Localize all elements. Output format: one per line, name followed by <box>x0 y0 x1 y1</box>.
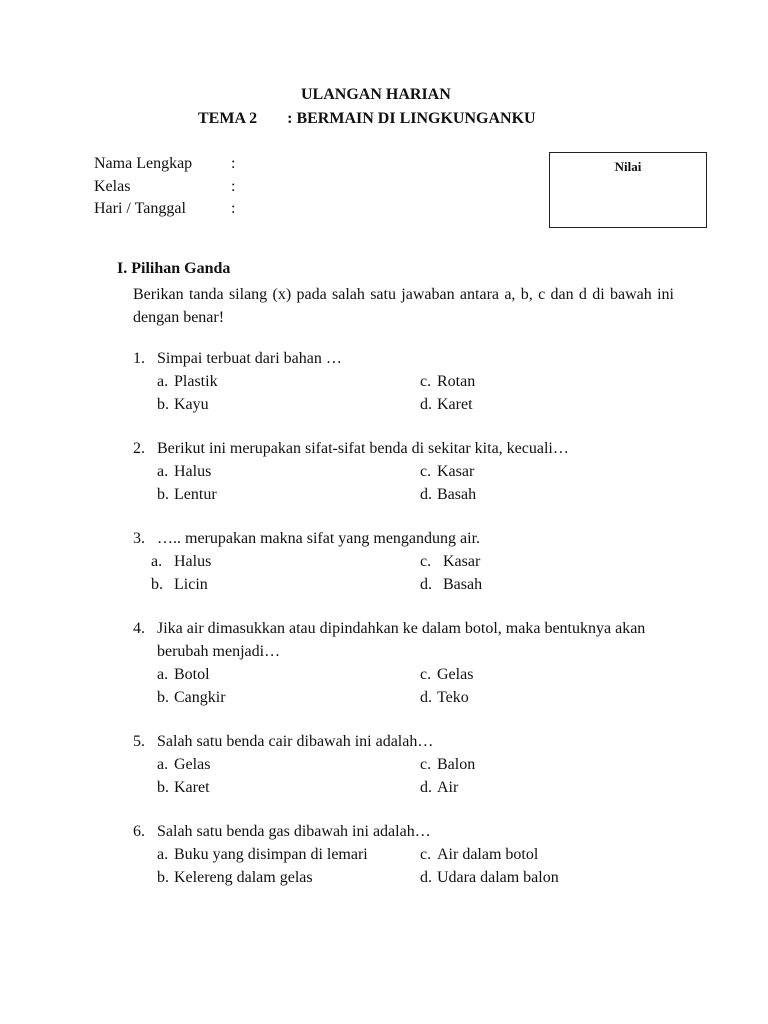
option-text: Lentur <box>174 486 217 503</box>
question-text: Salah satu benda cair dibawah ini adalah… <box>157 733 434 750</box>
question-2 <box>133 437 693 506</box>
question-3 <box>133 527 693 596</box>
option-text: Gelas <box>437 666 474 683</box>
option-letter: b. <box>157 689 169 706</box>
option-letter: b. <box>157 396 169 413</box>
answer-option-d <box>420 866 683 889</box>
answer-option-c <box>420 550 683 573</box>
option-letter: d. <box>420 576 432 593</box>
answer-option-b <box>157 483 420 506</box>
question-text: Salah satu benda gas dibawah ini adalah… <box>157 823 431 840</box>
identity-label: Hari / Tanggal <box>94 200 186 217</box>
answer-option-a <box>157 753 420 776</box>
answer-option-d <box>420 573 683 596</box>
option-letter: a. <box>157 756 169 773</box>
question-number: 4. <box>133 620 145 637</box>
identity-row-class <box>94 178 235 196</box>
page-title: ULANGAN HARIAN <box>301 86 451 103</box>
option-text: Kelereng dalam gelas <box>174 869 313 886</box>
question-text: Simpai terbuat dari bahan … <box>157 350 342 367</box>
option-text: Balon <box>437 756 476 773</box>
answer-option-d <box>420 686 683 709</box>
answer-option-c <box>420 460 683 483</box>
option-letter: c. <box>420 666 432 683</box>
option-text: Udara dalam balon <box>437 869 559 886</box>
answer-option-c <box>420 753 683 776</box>
answer-option-a <box>151 550 420 573</box>
question-5 <box>133 730 693 799</box>
answer-option-a <box>157 663 420 686</box>
option-text: Licin <box>174 576 208 593</box>
question-4 <box>133 617 693 709</box>
section-instruction: Berikan tanda silang (x) pada salah satu jawaban antara a, b, c dan d di bawah ini dengan benar! <box>133 286 674 326</box>
option-text: Basah <box>443 576 483 593</box>
question-number: 5. <box>133 733 145 750</box>
identity-colon: : <box>231 200 236 217</box>
option-letter: d. <box>420 779 432 796</box>
option-letter: c. <box>420 756 432 773</box>
question-number: 6. <box>133 823 145 840</box>
answer-option-c <box>420 843 683 866</box>
option-text: Botol <box>174 666 210 683</box>
section-title: Pilihan Ganda <box>131 260 231 277</box>
theme-name: : BERMAIN DI LINGKUNGANKU <box>287 110 536 127</box>
option-letter: b. <box>157 486 169 503</box>
answer-option-c <box>420 663 683 686</box>
question-number: 3. <box>133 530 145 547</box>
option-letter: d. <box>420 396 432 413</box>
option-text: Air <box>437 779 459 796</box>
option-letter: a. <box>157 463 169 480</box>
question-text: Jika air dimasukkan atau dipindahkan ke dalam botol, maka bentuknya akan berubah menjadi… <box>157 620 646 660</box>
answer-option-b <box>157 866 420 889</box>
section-heading <box>117 260 230 278</box>
section-number: I. <box>117 260 128 277</box>
answer-option-a <box>157 370 420 393</box>
option-letter: c. <box>420 463 432 480</box>
option-letter: a. <box>157 666 169 683</box>
option-letter: b. <box>157 869 169 886</box>
identity-row-name <box>94 155 235 173</box>
answer-option-d <box>420 393 683 416</box>
option-letter: b. <box>157 779 169 796</box>
theme-line <box>198 110 536 128</box>
question-6 <box>133 820 693 889</box>
score-box <box>549 152 707 228</box>
answer-option-d <box>420 483 683 506</box>
option-text: Air dalam botol <box>437 846 539 863</box>
answer-option-c <box>420 370 683 393</box>
answer-option-b <box>157 686 420 709</box>
option-text: Plastik <box>174 373 218 390</box>
answer-option-a <box>157 460 420 483</box>
option-letter: c. <box>420 553 432 570</box>
score-label: Nilai <box>614 159 642 174</box>
option-text: Teko <box>437 689 469 706</box>
option-letter: d. <box>420 486 432 503</box>
identity-label: Kelas <box>94 178 131 195</box>
option-text: Kasar <box>437 463 475 480</box>
option-text: Kasar <box>443 553 481 570</box>
question-text: ….. merupakan makna sifat yang mengandung air. <box>157 530 481 547</box>
option-text: Gelas <box>174 756 211 773</box>
theme-label: TEMA 2 <box>198 110 258 127</box>
option-text: Basah <box>437 486 477 503</box>
question-text: Berikut ini merupakan sifat-sifat benda di sekitar kita, kecuali… <box>157 440 569 457</box>
answer-option-d <box>420 776 683 799</box>
question-1 <box>133 347 693 416</box>
option-letter: a. <box>151 553 163 570</box>
answer-option-b <box>151 573 420 596</box>
question-number: 1. <box>133 350 145 367</box>
question-number: 2. <box>133 440 145 457</box>
option-letter: c. <box>420 846 432 863</box>
option-text: Buku yang disimpan di lemari <box>174 846 368 863</box>
identity-colon: : <box>231 178 236 195</box>
option-text: Halus <box>174 463 212 480</box>
answer-option-a <box>157 843 420 866</box>
answer-option-b <box>157 393 420 416</box>
option-letter: d. <box>420 869 432 886</box>
identity-colon: : <box>231 155 236 172</box>
identity-row-date <box>94 200 235 218</box>
option-text: Cangkir <box>174 689 226 706</box>
option-letter: c. <box>420 373 432 390</box>
option-text: Kayu <box>174 396 209 413</box>
option-text: Karet <box>174 779 210 796</box>
option-letter: a. <box>157 846 169 863</box>
identity-label: Nama Lengkap <box>94 155 193 172</box>
option-letter: d. <box>420 689 432 706</box>
option-text: Halus <box>174 553 212 570</box>
option-letter: a. <box>157 373 169 390</box>
option-letter: b. <box>151 576 163 593</box>
answer-option-b <box>157 776 420 799</box>
option-text: Karet <box>437 396 473 413</box>
option-text: Rotan <box>437 373 476 390</box>
